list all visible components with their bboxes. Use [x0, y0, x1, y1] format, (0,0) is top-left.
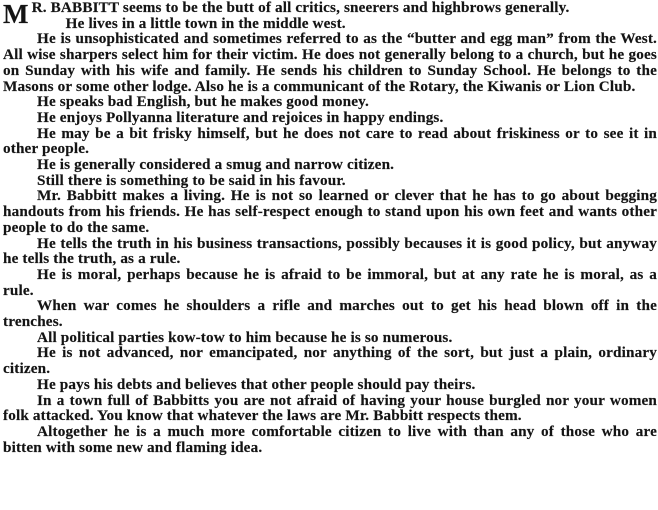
paragraph-3: He speaks bad English, but he makes good money. [37, 93, 369, 111]
paragraph-6: He is generally considered a smug and narrow citizen. [37, 156, 395, 174]
article-body [3, 0, 657, 455]
paragraph-16: Altogether he is a much more comfortable citizen to live with than any of those who are bitten with some new and flaming idea. [3, 422, 657, 456]
paragraph-4: He enjoys Pollyanna literature and rejoices in happy endings. [37, 108, 444, 126]
paragraph-7: Still there is something to be said in his favour. [37, 171, 346, 189]
paragraph-11: When war comes he shoulders a rifle and marches out to get his head blown off in the trenches. [3, 297, 657, 331]
paragraph-13: He is not advanced, nor emancipated, nor anything of the sort, but just a plain, ordinary citizen. [3, 344, 657, 378]
opening-paragraph-text: R. BABBITT seems to be the butt of all critics, sneerers and highbrows generally. [31, 0, 570, 16]
paragraph-12: All political parties kow-tow to him because he is so numerous. [37, 328, 453, 346]
paragraph-8: Mr. Babbitt makes a living. He is not so learned or clever that he has to go about begging handouts from his friends. He has self-respect enough to stand upon his own feet and wants other people to do the same. [3, 187, 657, 236]
paragraph-2: He is unsophisticated and sometimes referred to as the “butter and egg man” from the West. All wise sharpers select him for their victim. He does not generally belong to a church, but he goes on Sunday with his wife and family. He sends his children to Sunday School. He belongs to the Masons or some other lodge. Also he is a communicant of the Rotary, the Kiwanis or Lion Club. [3, 30, 657, 95]
drop-cap-letter: M [3, 0, 29, 29]
paragraph-10: He is moral, perhaps because he is afraid to be immoral, but at any rate he is moral, as a rule. [3, 265, 657, 299]
paragraph-1: He lives in a little town in the middle west. [65, 14, 346, 32]
paragraph-14: He pays his debts and believes that other people should pay theirs. [37, 375, 476, 393]
paragraph-5: He may be a bit frisky himself, but he does not care to read about friskiness or to see it in other people. [3, 124, 657, 158]
paragraph-15: In a town full of Babbitts you are not afraid of having your house burgled nor your women folk attacked. You know that whatever the laws are Mr. Babbitt respects them. [3, 391, 657, 425]
paragraph-9: He tells the truth in his business transactions, possibly becauses it is good policy, but anyway he tells the truth, as a rule. [3, 234, 657, 268]
